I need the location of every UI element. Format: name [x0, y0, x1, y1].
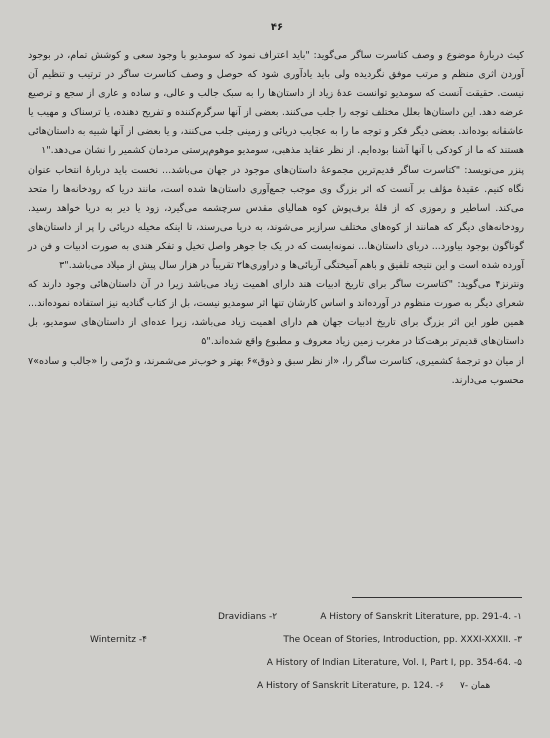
- paragraph-keith: کیث دربارهٔ موضوع و وصف کتاسرت ساگر می‌گوید: "باید اعتراف نمود که سومدیو با وجود سعی و کوشش تمام، در بوجود آوردن اثری منظم و مرتب موفق نگردیده ولی باید یادآوری شود که حوصل و وصف کتاسرت ساگر در ترتیب و تنظیم آن نیست. حقیقت آنست که سومدیو توانست عدهٔ زیاد از داستان‌ها را به سبک جالب و عالی، و ساده و عاری از سجع و ترصیع عرضه دهد. این داستان‌ها بعلل مختلف توجه را جلب می‌کنند. بعضی از آنها سرگرم‌کننده و تفریح دهنده، یا ترسناک و مهیب یا عاشقانه بوده‌اند. بعضی دیگر فکر و توجه ما را به عجایب دریائی و زمینی جلب می‌کنند، و یا بعضی از آنها شبیه به داستان‌هائی هستند که ما از کودکی با آنها آشنا بوده‌ایم. از نظر عقاید مذهبی، سومدیو موهوم‌پرستی مردمان کشمیر را نشان می‌دهد."۱: [28, 50, 524, 157]
- paragraph-winternitz: ونترنز۴ می‌گوید: "کتاسرت ساگر برای تاریخ ادبیات هند دارای اهمیت زیاد می‌باشد زیرا در آن داستان‌هائی وجود دارند که شعرای دیگر به صورت منظوم در آورده‌اند و اساس کارشان تنها اثر سومدیو نیست، بل از کتاب گنادیه نیز استفاده نموده‌اند... همین طور این اثر بزرگ برای تاریخ ادبیات جهان هم دارای اهمیت زیاد می‌باشد، زیرا عده‌ای از داستان‌های سومدیو، بل داستان‌های قدیم‌تر برهت‌کتا در مغرب زمین زیاد معروف و مطبوع واقع شده‌اند."۵: [28, 279, 524, 348]
- footnote-citation: A History of Sanskrit Literature, pp. 291-4. -۱: [320, 612, 522, 622]
- page-number: ۴۶: [270, 22, 284, 33]
- footnote-citation: A History of Sanskrit Literature, p. 124. -۶: [256, 681, 444, 691]
- footnotes: [28, 608, 526, 700]
- footnote-row: [28, 677, 526, 700]
- footnote-note: Dravidians -۲: [218, 612, 278, 622]
- footnote-note: ۷- همان: [460, 681, 491, 691]
- footnote-note: Winternitz -۴: [90, 635, 147, 645]
- footnote-row: [28, 631, 526, 654]
- paragraph-translations: از میان دو ترجمهٔ کشمیری، کتاسرت ساگر را، «از نظر سبق و ذوق»۶ بهتر و خوب‌تر می‌شمرند، و درّمی را «جالب و ساده»۷ محسوب می‌دارند.: [28, 355, 524, 386]
- footnote-citation: A History of Indian Literature, Vol. I, Part I, pp. 354-64. -۵: [266, 658, 522, 668]
- footnote-row: [28, 654, 526, 677]
- body-text: [28, 46, 524, 390]
- footnote-citation: The Ocean of Stories, Introduction, pp. XXXI-XXXII. -۳: [283, 635, 522, 645]
- footnote-row: [28, 608, 526, 631]
- paragraph-penzer: پنزر می‌نویسد: "کتاسرت ساگر قدیم‌ترین مجموعهٔ داستان‌های موجود در جهان می‌باشد... نخست باید دربارهٔ انتخاب عنوان نگاه کنیم. عقیدهٔ مؤلف بر آنست که اثر بزرگ وی موجب جمع‌آوری داستان‌ها شده است، مانند دریا که رودخانه‌ها را متحد می‌کند. اساطیر و رموزی که از قلهٔ برف‌پوش کوه همالیای مقدس سرچشمه می‌گیرد، زود یا دیر به دریا خواهد رسید. رودخانه‌های دیگر که همانند از کوه‌های مختلف سرازیر می‌شوند، به دریا می‌رسند، تا اینکه مخیله دریائی را پر از داستان‌های گوناگون بوجود بیاورد... دریای داستان‌ها... نمونه‌ایست که در یک جا جوهر واصل تخیل و تفکر هندی به صورت ادبیات و فن در آورده شده است و این نتیجه تلفیق و باهم آمیختگی آریائی‌ها و دراوری‌ها۲ تقریباً در هزار سال پیش از میلاد می‌باشد."۳: [28, 164, 524, 272]
- footnote-divider: [352, 597, 522, 598]
